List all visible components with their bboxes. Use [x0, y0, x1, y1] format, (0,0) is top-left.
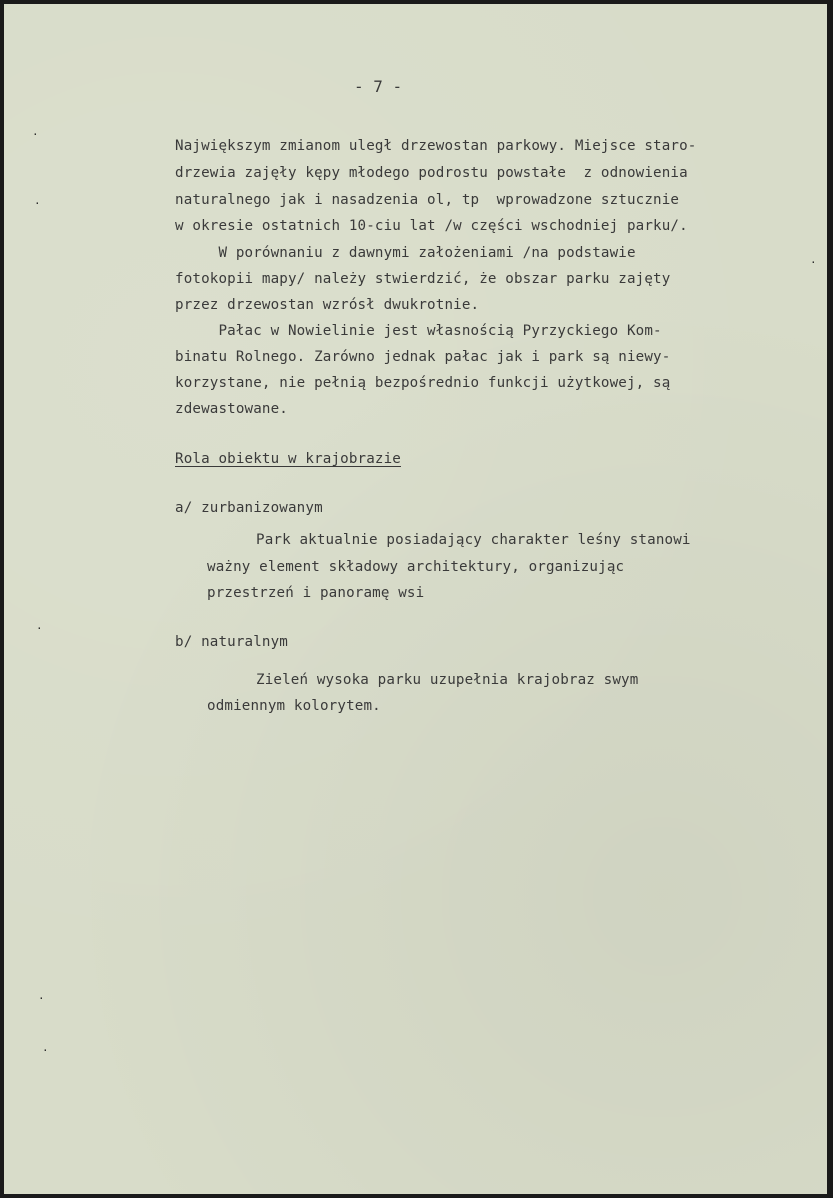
text-line: binatu Rolnego. Zarówno jednak pałac jak i park są niewy-	[175, 349, 671, 365]
item-a-label: a/ zurbanizowanym	[175, 500, 323, 516]
margin-speck-icon: ·	[38, 992, 45, 1005]
item-b-label: b/ naturalnym	[175, 634, 288, 650]
document-page	[4, 4, 827, 1194]
margin-speck-icon: ·	[42, 1044, 49, 1057]
section-heading: Rola obiektu w krajobrazie	[175, 451, 401, 467]
margin-speck-icon: ·	[34, 197, 41, 210]
text-line: odmiennym kolorytem.	[207, 698, 381, 714]
text-line: fotokopii mapy/ należy stwierdzić, że obszar parku zajęty	[175, 271, 671, 287]
text-line: W porównaniu z dawnymi założeniami /na podstawie	[175, 245, 636, 261]
text-line: korzystane, nie pełnią bezpośrednio funkcji użytkowej, są	[175, 375, 671, 391]
text-line: naturalnego jak i nasadzenia ol, tp wprowadzone sztucznie	[175, 192, 680, 208]
margin-speck-icon: ·	[36, 622, 43, 635]
text-line: Największym zmianom uległ drzewostan parkowy. Miejsce staro-	[175, 138, 697, 154]
text-line: Zieleń wysoka parku uzupełnia krajobraz swym	[256, 672, 639, 688]
text-line: zdewastowane.	[175, 401, 288, 417]
text-line: ważny element składowy architektury, organizując	[207, 559, 625, 575]
text-line: w okresie ostatnich 10-ciu lat /w części wschodniej parku/.	[175, 218, 688, 234]
text-line: przestrzeń i panoramę wsi	[207, 585, 425, 601]
text-line: Park aktualnie posiadający charakter leśny stanowi	[256, 532, 691, 548]
text-line: przez drzewostan wzrósł dwukrotnie.	[175, 297, 480, 313]
margin-speck-icon: ·	[32, 128, 39, 141]
text-line: Pałac w Nowielinie jest własnością Pyrzyckiego Kom-	[175, 323, 662, 339]
text-line: drzewia zajęły kępy młodego podrostu powstałe z odnowienia	[175, 165, 688, 181]
page-number: - 7 -	[354, 77, 403, 96]
margin-speck-icon: ·	[810, 256, 817, 269]
